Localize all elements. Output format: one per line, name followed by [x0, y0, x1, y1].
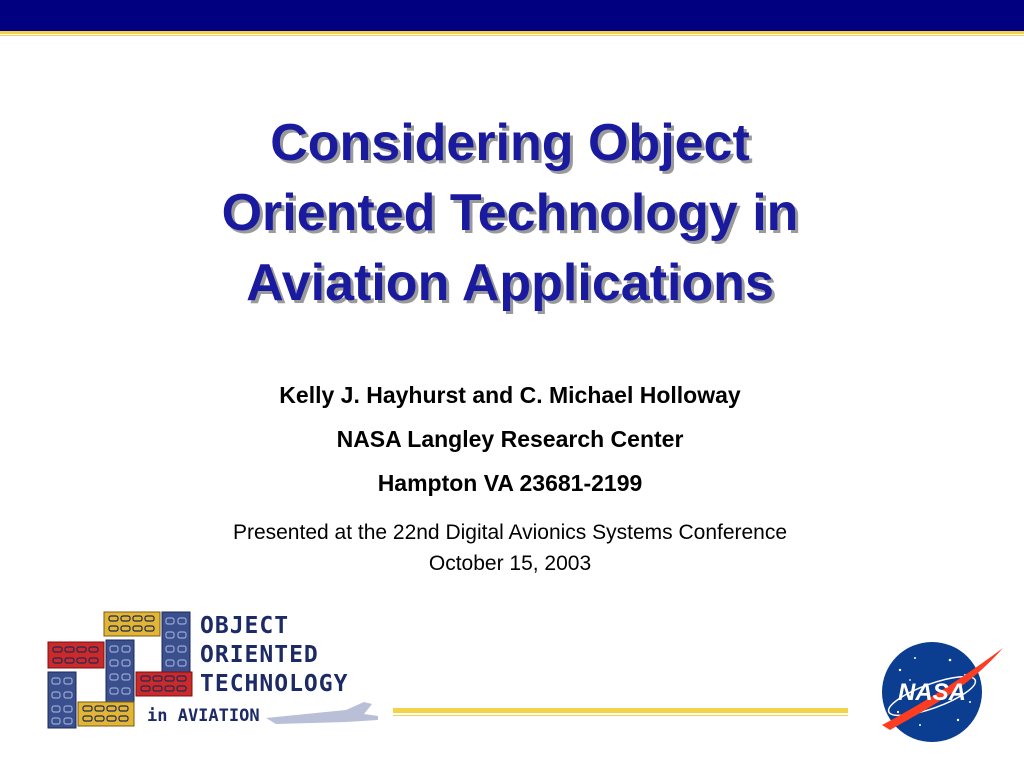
logo-line-1: OBJECT	[200, 613, 290, 639]
logo-subtitle: in AVIATION	[147, 706, 260, 726]
top-accent-line-thin	[0, 35, 1024, 36]
conference-line: Presented at the 22nd Digital Avionics Systems Conference	[232, 521, 788, 544]
bottom-accent-line-thin	[393, 715, 848, 716]
logo-line-3: TECHNOLOGY	[200, 671, 349, 697]
nasa-logo	[870, 640, 1005, 745]
oot-logo-text	[200, 612, 348, 699]
bottom-accent-line	[393, 708, 848, 713]
affiliation: NASA Langley Research Center	[336, 426, 684, 452]
title-line-1: Considering Object	[270, 114, 750, 172]
top-bar	[0, 0, 1024, 31]
authors: Kelly J. Hayhurst and C. Michael Holloway	[279, 382, 741, 408]
author-block	[100, 377, 920, 509]
nasa-logo-text: NASA	[897, 679, 967, 706]
presentation-info	[100, 517, 920, 579]
logo-line-2: ORIENTED	[200, 642, 319, 668]
slide-title	[100, 108, 920, 318]
date-line: October 15, 2003	[428, 552, 592, 575]
top-accent-line	[0, 31, 1024, 34]
address: Hampton VA 23681-2199	[377, 470, 643, 496]
title-line-2: Oriented Technology in	[221, 184, 799, 242]
title-line-3: Aviation Applications	[246, 254, 774, 312]
